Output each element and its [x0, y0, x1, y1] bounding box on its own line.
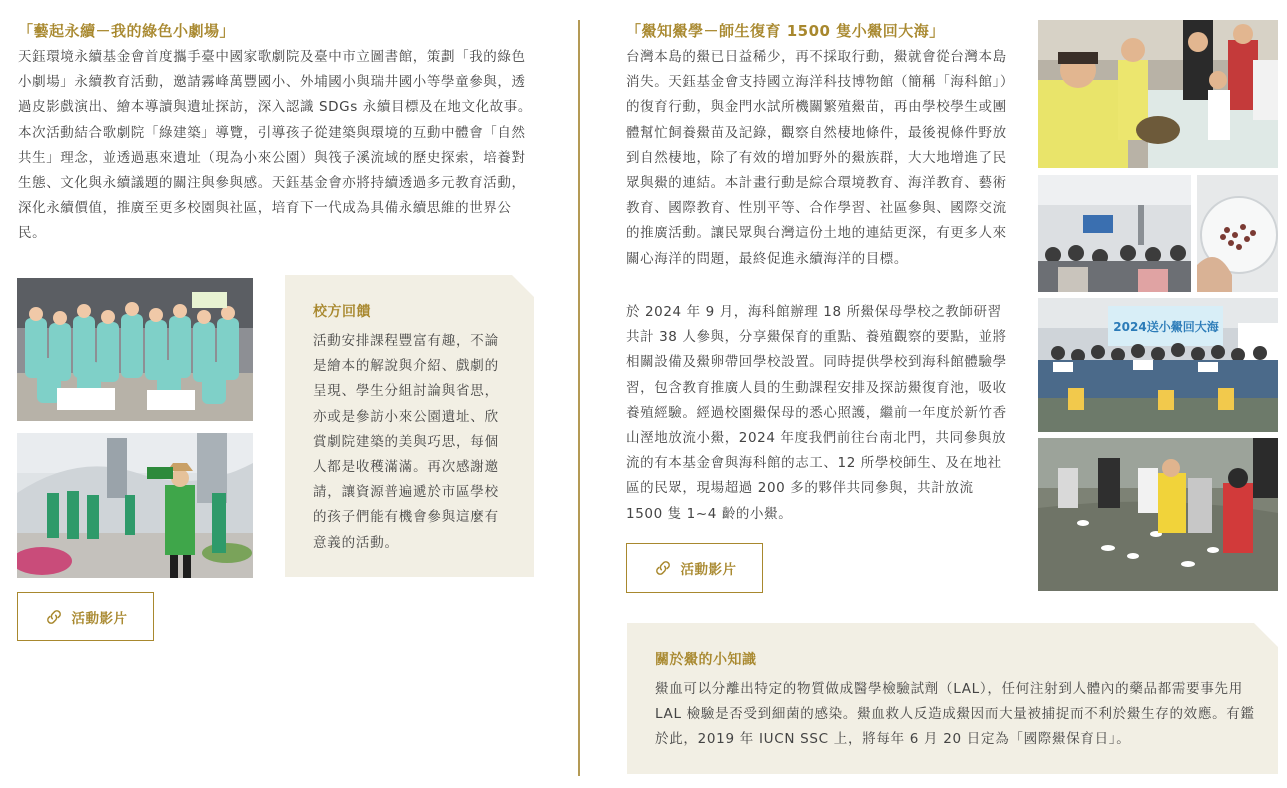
- horseshoe-crab-fact-card: [627, 623, 1278, 774]
- horseshoe-crab-classroom-photo: [1038, 20, 1278, 168]
- right-paragraph-1: 台灣本島的鱟已日益稀少，再不採取行動，鱟就會從台灣本島消失。天鈺基金會支持國立海洋科技博物館（簡稱「海科館」）的復育行動，與金門水試所機關繁殖鱟苗，再由學校學生或團體幫忙飼養鱟苗及記錄，觀察自然棲地條件，最後視條件野放到自然棲地，除了有效的增加野外的鱟族群，大大地增進了民眾與鱟的連結。本計畫行動是綜合環境教育、海洋教育、藝術教育、國際教育、性別平等、合作學習、社區參與、國際交流的推廣活動。讓民眾與台灣這份土地的連結更深，有更多人來關心海洋的問題，最終促進永續海洋的目標。: [626, 49, 1008, 267]
- feedback-title: 校方回饋: [313, 304, 371, 320]
- right-video-button[interactable]: [626, 543, 763, 593]
- release-event-group-photo: [1038, 298, 1278, 432]
- card-fold-corner: [512, 275, 534, 297]
- link-icon: [44, 607, 64, 627]
- left-video-button-label: 活動影片: [71, 610, 128, 627]
- group-photo-students: [17, 278, 253, 421]
- teacher-workshop-photo: [1038, 175, 1191, 292]
- right-paragraph-2: 於 2024 年 9 月，海科館辦理 18 所鱟保母學校之教師研習共計 38 人參與，分享鱟保育的重點、養殖觀察的要點，並將相關設備及鱟卵帶回學校設置。同時提供學校到海科館體驗學習，包含教育推廣人員的生動課程安排及探訪鱟復育池，吸收養殖經驗。經過校園鱟保母的悉心照護，繼前一年度於新竹香山溼地放流小鱟，2024 年度我們前往台南北門，共同參與放流的有本基金會與海科館的志工、12 所學校師生、及在地社區的民眾，現場超過 200 多的夥伴共同參與，共計放流 1500 隻 1~4 齡的小鱟。: [626, 304, 1007, 522]
- banner-text: 2024送小鱟回大海: [1113, 320, 1219, 334]
- left-heading: 「藝起永續－我的綠色小劇場」: [18, 22, 236, 40]
- school-feedback-card: [285, 275, 534, 577]
- right-video-button-label: 活動影片: [680, 562, 737, 578]
- link-icon: [653, 558, 673, 578]
- crab-eggs-dish-photo: [1197, 175, 1278, 292]
- left-paragraph: 天鈺環境永續基金會首度攜手臺中國家歌劇院及臺中市立圖書館，策劃「我的綠色小劇場」永續教育活動，邀請霧峰萬豐國小、外埔國小與瑞井國小等學童參與，透過皮影戲演出、繪本導讀與遺址探訪，深入認識 SDGs 永續目標及在地文化故事。本次活動結合歌劇院「綠建築」導覽，引導孩子從建築與環境的互動中體會「自然共生」理念，並透過惠來遺址（現為小來公園）與筏子溪流域的歷史探索，培養對生態、文化與永續議題的關注與參與感。天鈺基金會亦將持續透過多元教育活動，深化永續價值，推廣至更多校園與社區，培育下一代成為具備永續思維的世界公民。: [18, 49, 532, 242]
- left-video-button[interactable]: [17, 592, 154, 641]
- right-heading: 「鱟知鱟學－師生復育 1500 隻小鱟回大海」: [626, 22, 945, 40]
- fact-title: 關於鱟的小知識: [655, 652, 757, 668]
- crab-release-beach-photo: [1038, 438, 1278, 591]
- outdoor-tour-photo: [17, 433, 253, 578]
- feedback-text: 活動安排課程豐富有趣，不論是繪本的解說與介紹、戲劇的呈現、學生分組討論與省思，亦或是參訪小來公園遺址、欣賞劇院建築的美與巧思，每個人都是收穫滿滿。再次感謝邀請，讓資源普遍遞於市區學校的孩子們能有機會參與這麼有意義的活動。: [313, 333, 499, 551]
- card-fold-corner: [1254, 623, 1278, 647]
- column-divider: [578, 20, 580, 776]
- fact-text: 鱟血可以分離出特定的物質做成醫學檢驗試劑（LAL），任何注射到人體內的藥品都需要事先用 LAL 檢驗是否受到細菌的感染。鱟血救人反造成鱟因而大量被捕捉而不利於鱟生存的效應。有鑑於此，2019 年 IUCN SSC 上，將每年 6 月 20 日定為「國際鱟保育日」。: [655, 681, 1255, 748]
